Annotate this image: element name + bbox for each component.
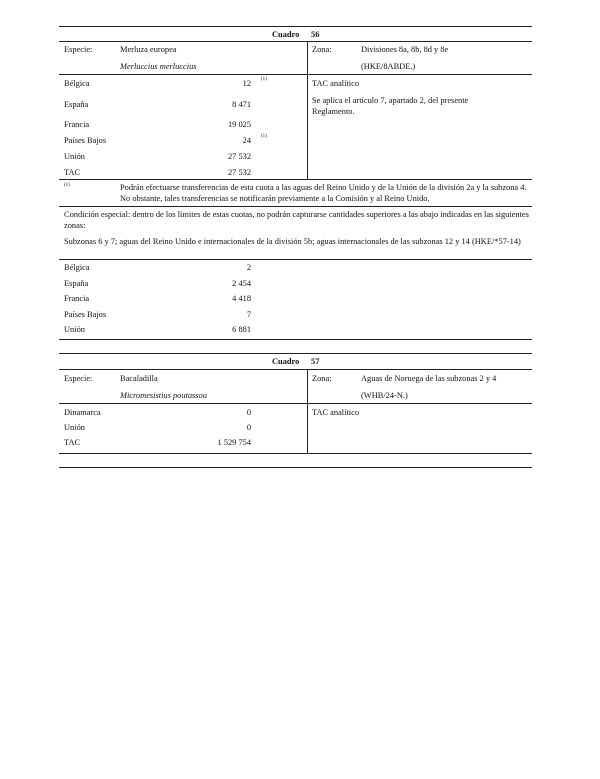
quota-country: Unión xyxy=(64,152,85,161)
footnote-rule xyxy=(59,179,532,180)
zone-label: Zona: xyxy=(312,45,332,54)
species-label: Especie: xyxy=(64,374,93,383)
quota-country: España xyxy=(64,100,89,109)
tac-type: TAC analítico xyxy=(312,79,360,88)
top-rule xyxy=(59,26,532,27)
species-latin-name: Merluccius merluccius xyxy=(120,62,197,71)
condition-rule xyxy=(59,206,532,207)
quota-value: 8 471 xyxy=(232,100,251,109)
special-condition-text: Condición especial: dentro de los límites de estas cuotas, no podrán capturarse cantidades superiores a las abajo indicadas en las siguientes zonas: xyxy=(64,210,529,230)
column-divider xyxy=(307,403,308,453)
tac-type: TAC analítico xyxy=(312,408,360,417)
subzone-text: Subzonas 6 y 7; aguas del Reino Unido e internacionales de la división 5b; aguas internacionales de las subzonas 12 y 14 (HKE/*57-14) xyxy=(64,237,521,246)
special-country: Bélgica xyxy=(64,263,90,272)
species-rule xyxy=(59,403,532,404)
quota-value: 19 025 xyxy=(227,120,251,129)
quota-country: TAC xyxy=(64,168,81,177)
special-value: 7 xyxy=(246,310,251,319)
zone-label: Zona: xyxy=(312,374,332,383)
quota-country: TAC xyxy=(64,438,81,447)
quota-country: Francia xyxy=(64,120,90,129)
quota-country: Unión xyxy=(64,423,85,432)
species-rule xyxy=(59,74,532,75)
quota-value: 27 532 xyxy=(227,168,251,177)
header-rule xyxy=(59,369,532,370)
quota-value: 1 529 754 xyxy=(217,438,251,447)
zone-value: Divisiones 8a, 8b, 8d y 8e xyxy=(361,45,449,54)
table-number: 57 xyxy=(311,357,320,366)
bottom-rule xyxy=(59,339,532,340)
quota-country: Dinamarca xyxy=(64,408,101,417)
special-value: 2 xyxy=(246,263,251,272)
top-rule xyxy=(59,353,532,354)
footnote-ref: (1) xyxy=(261,134,267,139)
table-title: Cuadro xyxy=(272,30,300,39)
quota-value: 27 532 xyxy=(227,152,251,161)
table-end-rule xyxy=(59,453,532,454)
article-note: Se aplica el artículo 7, apartado 2, del presente Reglamento. xyxy=(312,96,469,116)
quota-value: 12 xyxy=(242,79,251,88)
zone-value: Aguas de Noruega de las subzonas 2 y 4 xyxy=(361,374,497,383)
special-country: Francia xyxy=(64,294,90,303)
special-country: España xyxy=(64,279,89,288)
special-country: Unión xyxy=(64,325,85,334)
species-common-name: Merluza europea xyxy=(120,45,177,54)
species-common-name: Bacaladilla xyxy=(120,374,158,383)
quota-country: Países Bajos xyxy=(64,136,107,145)
special-value: 4 418 xyxy=(232,294,251,303)
quota-value: 0 xyxy=(246,423,251,432)
quota-value: 0 xyxy=(246,408,251,417)
special-value: 6 881 xyxy=(232,325,251,334)
table-title: Cuadro xyxy=(272,357,300,366)
column-divider xyxy=(307,369,308,403)
zone-code: (WHB/24-N.) xyxy=(361,391,408,400)
special-country: Países Bajos xyxy=(64,310,107,319)
footnote-marker: (1) xyxy=(64,183,70,188)
header-rule xyxy=(59,41,532,42)
species-label: Especie: xyxy=(64,45,93,54)
footnote-text: Podrán efectuarse transferencias de esta cuota a las aguas del Reino Unido y de la Unión de la división 2a y la subzona 4. No obstante, tales transferencias se notificarán previamente a la Comisión y al Reino Unido. xyxy=(120,183,527,203)
footnote-ref: (1) xyxy=(261,77,267,82)
column-divider xyxy=(307,41,308,74)
special-value: 2 454 xyxy=(232,279,251,288)
quota-country: Bélgica xyxy=(64,79,90,88)
table-number: 56 xyxy=(311,30,320,39)
special-rows-rule xyxy=(59,259,532,260)
zone-code: (HKE/8ABDE.) xyxy=(361,62,416,71)
column-divider xyxy=(307,74,308,179)
species-latin-name: Micromesistius poutassou xyxy=(120,391,207,400)
quota-value: 24 xyxy=(242,136,251,145)
bottom-rule xyxy=(59,467,532,468)
